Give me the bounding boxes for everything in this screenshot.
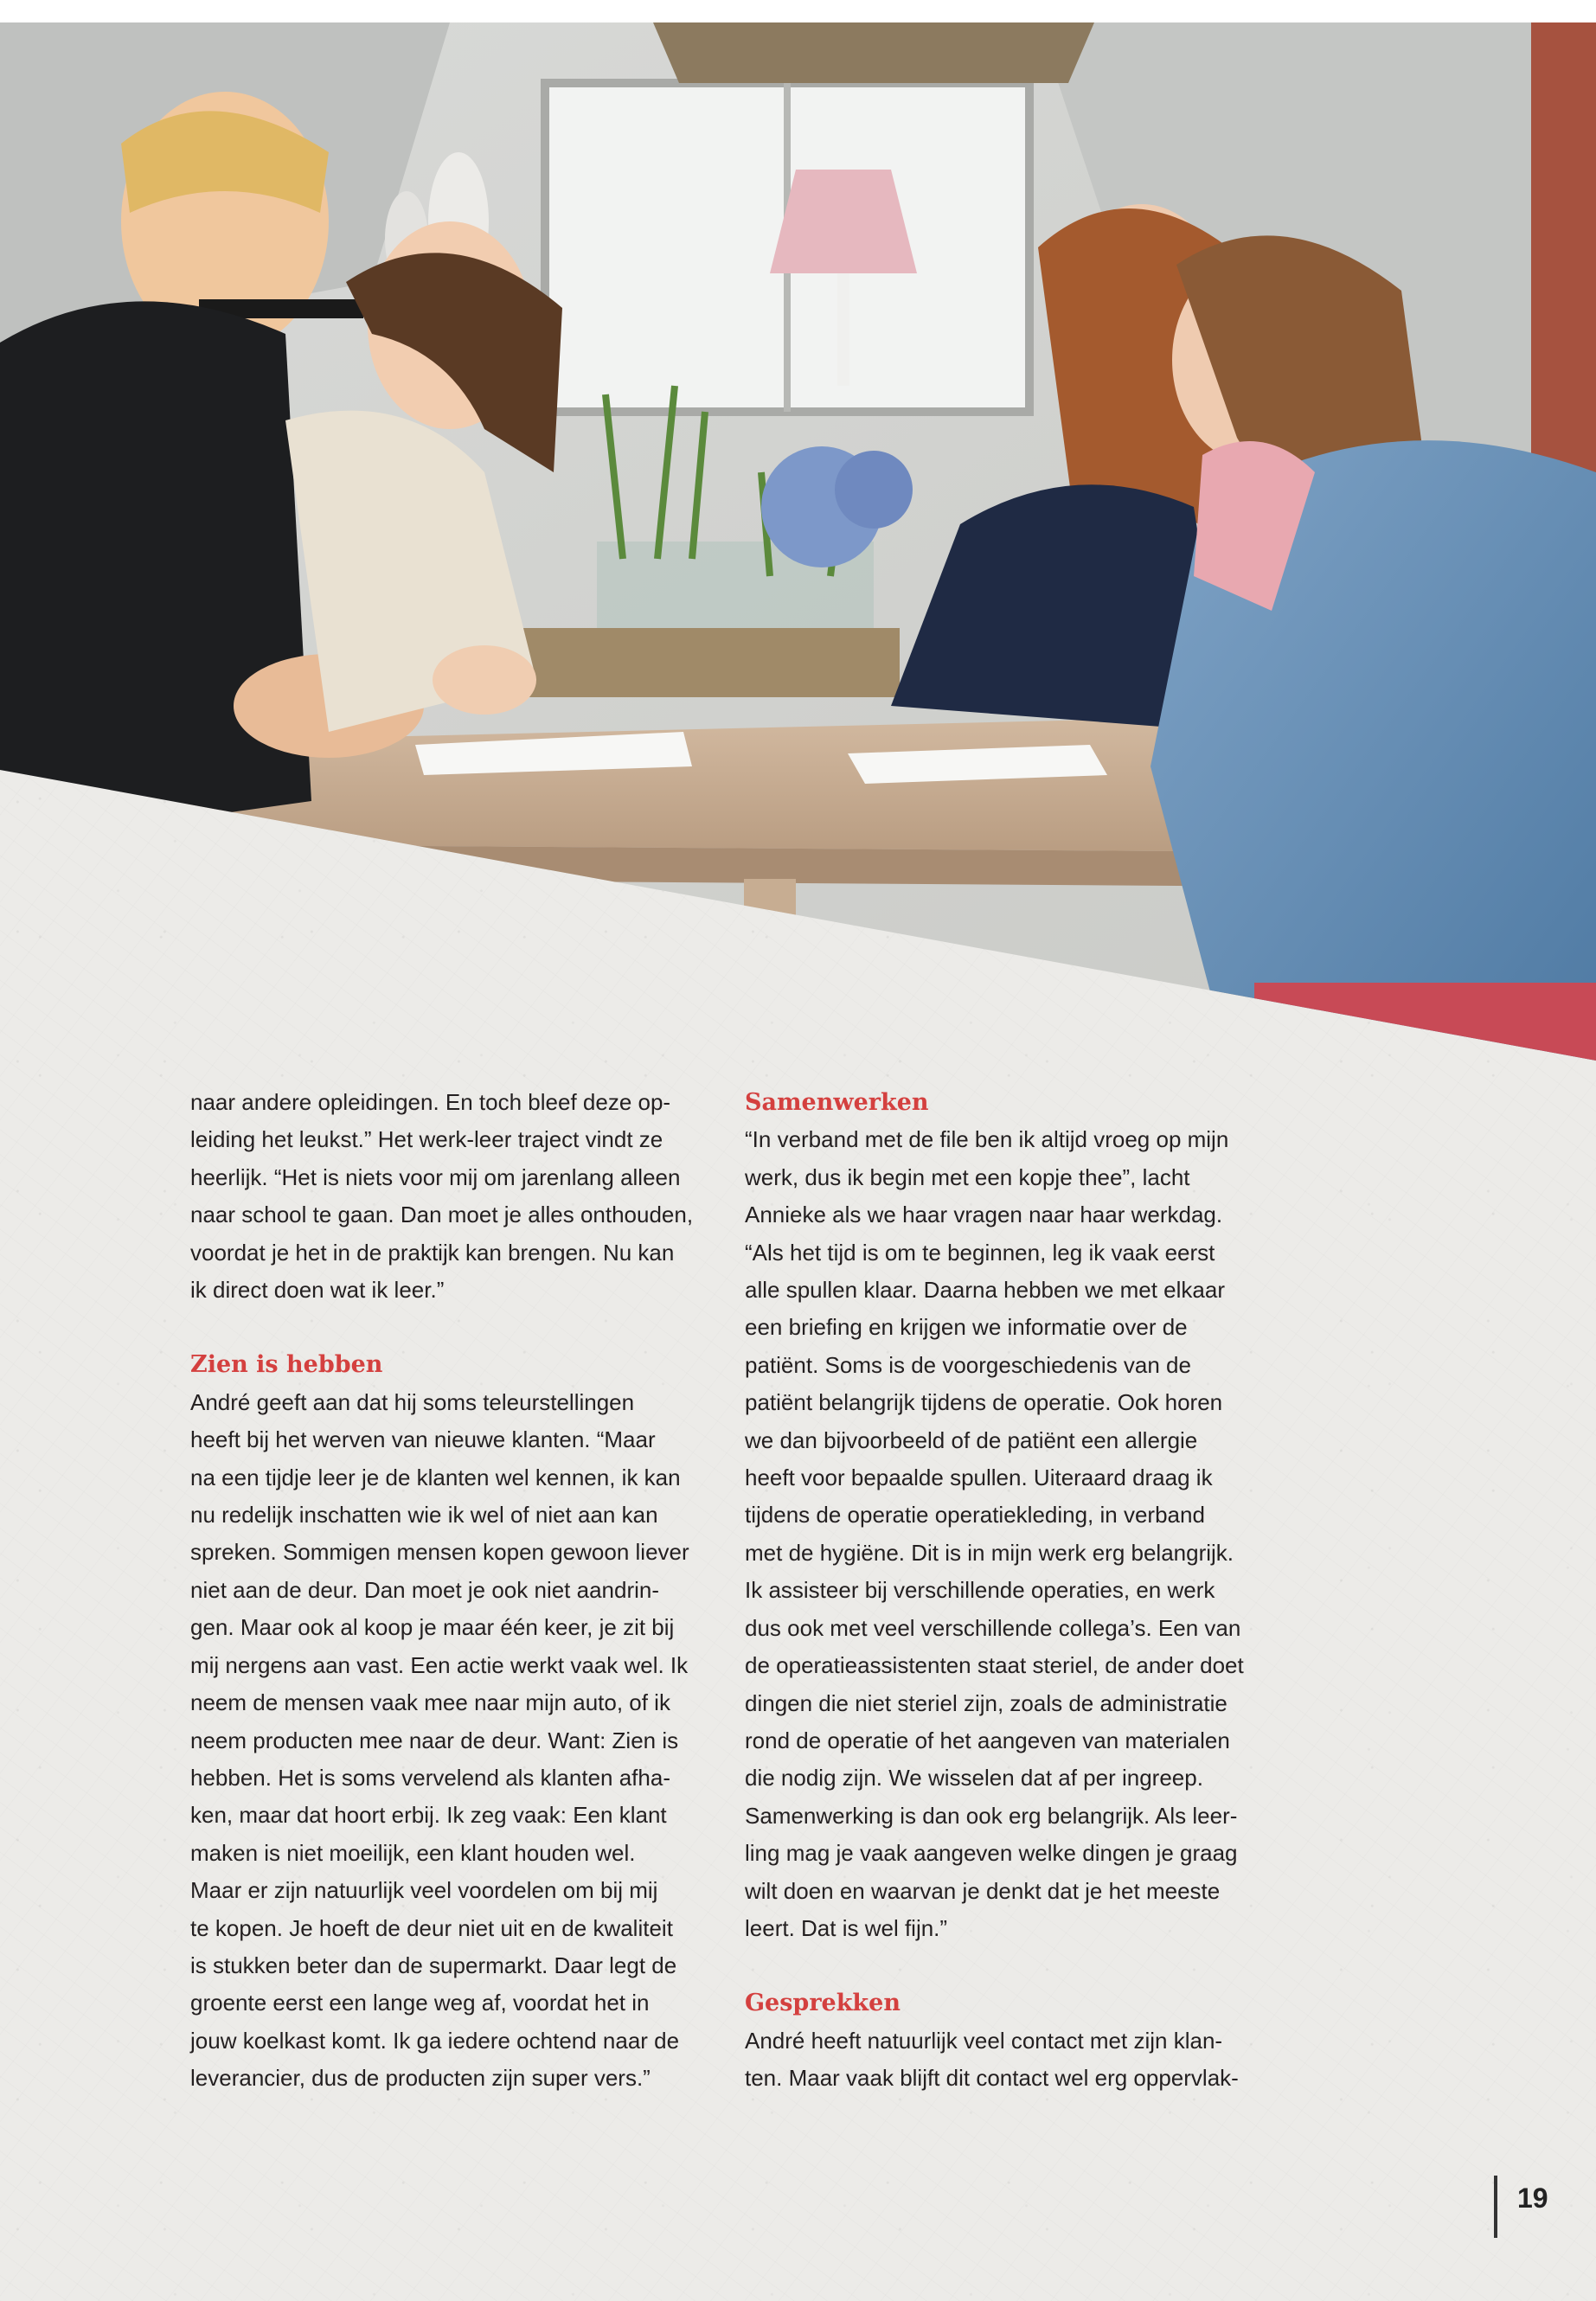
section-heading-zien-is-hebben: Zien is hebben: [190, 1351, 383, 1379]
text-line: patiënt belangrijk tijdens de operatie. Ook horen: [745, 1389, 1223, 1416]
text-line: leert. Dat is wel fijn.”: [745, 1914, 948, 1941]
text-line: nu redelijk inschatten wie ik wel of niet aan kan: [190, 1502, 658, 1529]
text-line: Samenwerking is dan ook erg belangrijk. Als leer-: [745, 1802, 1238, 1829]
text-line: heeft bij het werven van nieuwe klanten. “Maar: [190, 1426, 656, 1453]
text-line: tijdens de operatie operatiekleding, in verband: [745, 1502, 1205, 1529]
text-line: die nodig zijn. We wisselen dat af per ingreep.: [745, 1765, 1203, 1791]
text-line: maken is niet moeilijk, een klant houden wel.: [190, 1839, 636, 1866]
text-line: werk, dus ik begin met een kopje thee”, lacht: [745, 1163, 1190, 1190]
text-line: André heeft natuurlijk veel contact met zijn klan-: [745, 2027, 1223, 2054]
text-line: een briefing en krijgen we informatie over de: [745, 1314, 1188, 1341]
text-line: hebben. Het is soms vervelend als klanten afha-: [190, 1764, 670, 1791]
text-line: naar andere opleidingen. En toch bleef deze op-: [190, 1089, 671, 1115]
left-column: [190, 1084, 720, 2098]
right-column: [745, 1084, 1298, 2098]
text-line: voordat je het in de praktijk kan brengen. Nu kan: [190, 1239, 675, 1266]
text-line: heeft voor bepaalde spullen. Uiteraard draag ik: [745, 1465, 1213, 1491]
text-line: groente eerst een lange weg af, voordat het in: [190, 1990, 650, 2016]
text-line: ling mag je vaak aangeven welke dingen je graag: [745, 1840, 1238, 1867]
section-paragraph: [745, 2022, 1298, 2098]
text-line: neem producten mee naar de deur. Want: Zien is: [190, 1727, 679, 1753]
text-line: we dan bijvoorbeeld of de patiënt een allergie: [745, 1426, 1198, 1453]
text-line: ik direct doen wat ik leer.”: [190, 1277, 445, 1304]
text-line: is stukken beter dan de supermarkt. Daar legt de: [190, 1952, 677, 1978]
paragraph-gap: [745, 1947, 1298, 1984]
text-line: te kopen. Je hoeft de deur niet uit en de kwaliteit: [190, 1914, 673, 1941]
text-line: jouw koelkast komt. Ik ga iedere ochtend naar de: [190, 2027, 680, 2054]
paragraph-gap: [190, 1309, 720, 1346]
text-line: rond de operatie of het aangeven van materialen: [745, 1727, 1230, 1753]
text-line: neem de mensen vaak mee naar mijn auto, of ik: [190, 1689, 670, 1716]
text-line: dingen die niet steriel zijn, zoals de administratie: [745, 1689, 1227, 1716]
page-number-divider: [1494, 2176, 1497, 2238]
text-line: heerlijk. “Het is niets voor mij om jarenlang alleen: [190, 1163, 681, 1190]
text-line: Ik assisteer bij verschillende operaties, en werk: [745, 1577, 1215, 1604]
text-line: Annieke als we haar vragen naar haar werkdag.: [745, 1202, 1223, 1228]
page-number: 19: [1517, 2182, 1548, 2214]
text-line: Maar er zijn natuurlijk veel voordelen om bij mij: [190, 1877, 658, 1904]
text-line: na een tijdje leer je de klanten wel kennen, ik kan: [190, 1464, 681, 1490]
text-line: dus ook met veel verschillende collega’s. Een van: [745, 1614, 1241, 1641]
section-heading-samenwerken: Samenwerken: [745, 1089, 929, 1116]
intro-paragraph: [190, 1084, 720, 1309]
text-line: “Als het tijd is om te beginnen, leg ik vaak eerst: [745, 1239, 1215, 1266]
text-line: niet aan de deur. Dan moet je ook niet aandrin-: [190, 1576, 660, 1603]
text-line: naar school te gaan. Dan moet je alles onthouden,: [190, 1202, 694, 1228]
top-margin: [0, 0, 1596, 22]
section-paragraph: [745, 1121, 1298, 1947]
section-paragraph: [190, 1384, 720, 2098]
text-line: leiding het leukst.” Het werk-leer traject vindt ze: [190, 1126, 663, 1153]
text-line: mij nergens aan vast. Een actie werkt vaak wel. Ik: [190, 1651, 689, 1678]
text-line: met de hygiëne. Dit is in mijn werk erg belangrijk.: [745, 1539, 1234, 1566]
section-heading-gesprekken: Gesprekken: [745, 1990, 901, 2017]
meeting-photo-icon: [0, 22, 1596, 1061]
text-line: gen. Maar ook al koop je maar één keer, je zit bij: [190, 1614, 675, 1641]
text-line: alle spullen klaar. Daarna hebben we met elkaar: [745, 1277, 1226, 1304]
text-line: wilt doen en waarvan je denkt dat je het meeste: [745, 1877, 1221, 1904]
text-line: de operatieassistenten staat steriel, de ander doet: [745, 1652, 1244, 1679]
text-line: spreken. Sommigen mensen kopen gewoon liever: [190, 1539, 689, 1566]
text-line: patiënt. Soms is de voorgeschiedenis van de: [745, 1351, 1191, 1378]
text-line: ten. Maar vaak blijft dit contact wel erg oppervlak-: [745, 2065, 1239, 2092]
meeting-photo: [0, 22, 1596, 1061]
text-line: André geeft aan dat hij soms teleurstellingen: [190, 1388, 635, 1415]
text-line: leverancier, dus de producten zijn super vers.”: [190, 2065, 651, 2092]
text-line: “In verband met de file ben ik altijd vroeg op mijn: [745, 1126, 1229, 1153]
text-line: ken, maar dat hoort erbij. Ik zeg vaak: Een klant: [190, 1802, 667, 1829]
